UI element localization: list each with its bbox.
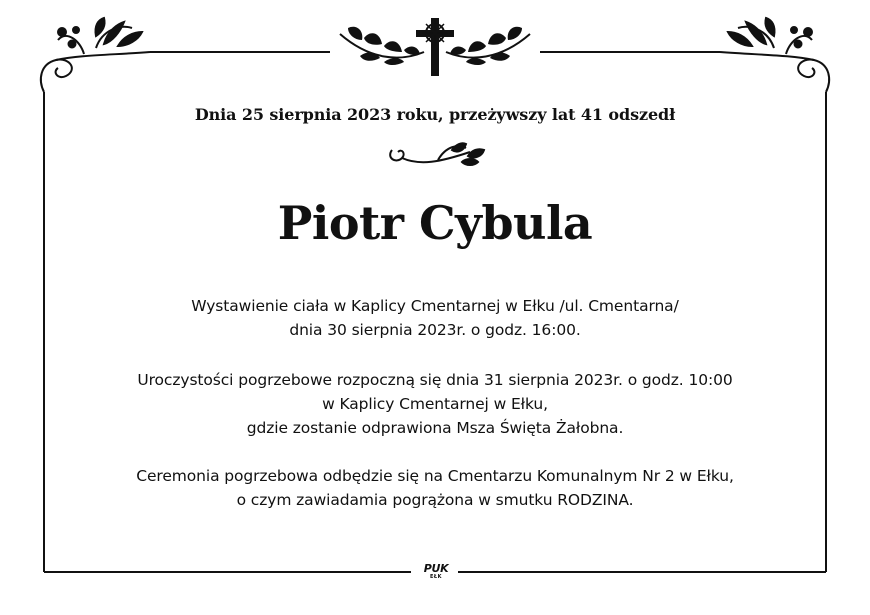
paragraph-line: dnia 30 sierpnia 2023r. o godz. 16:00. bbox=[289, 321, 581, 339]
paragraph-line: gdzie zostanie odprawiona Msza Święta Żałobna. bbox=[246, 419, 624, 437]
logo-main: PUK bbox=[423, 562, 449, 575]
intro-line: Dnia 25 sierpnia 2023 roku, przeżywszy lat 41 odszedł bbox=[194, 105, 676, 124]
viewing-paragraph bbox=[50, 294, 820, 342]
paragraph-line: w Kaplicy Cmentarnej w Ełku, bbox=[322, 395, 548, 413]
deceased-name: Piotr Cybula bbox=[277, 196, 593, 250]
paragraph-line: Uroczystości pogrzebowe rozpoczną się dnia 31 sierpnia 2023r. o godz. 10:00 bbox=[137, 371, 733, 389]
paragraph-line: Wystawienie ciała w Kaplicy Cmentarnej w Ełku /ul. Cmentarna/ bbox=[191, 297, 679, 315]
paragraph-line: Ceremonia pogrzebowa odbędzie się na Cmentarzu Komunalnym Nr 2 w Ełku, bbox=[136, 467, 734, 485]
paragraph-line: o czym zawiadamia pogrążona w smutku RODZINA. bbox=[236, 491, 634, 509]
puk-logo bbox=[420, 563, 452, 580]
funeral-paragraph bbox=[50, 368, 820, 440]
logo-sub: EŁK bbox=[429, 574, 442, 580]
ceremony-paragraph bbox=[50, 464, 820, 512]
notice-content bbox=[50, 0, 820, 615]
